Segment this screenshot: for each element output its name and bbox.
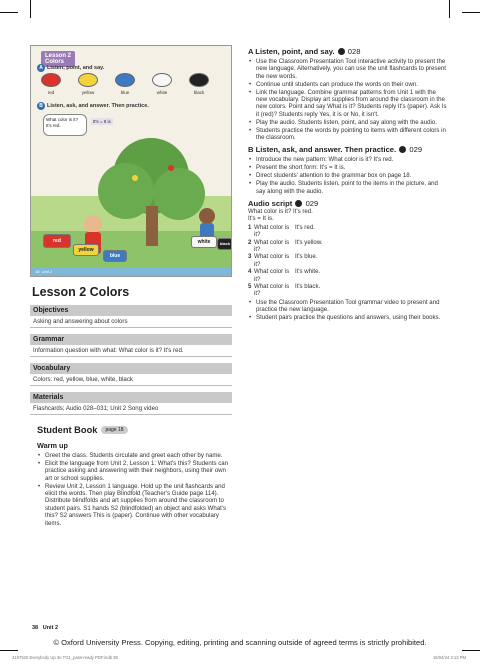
thumb-section-a: A Listen, point, and say. [37, 64, 104, 72]
palette-label: blue [120, 90, 130, 95]
script-line: 2 What color is it? It's yellow. [248, 238, 323, 254]
crop-mark [30, 0, 31, 18]
speech-bubble: What color is it? It's red. [43, 114, 87, 136]
palette-swatch [41, 73, 61, 87]
objectives-text: Asking and answering about colors [30, 316, 232, 328]
print-date: 15/04/24 3:13 PM [432, 655, 466, 660]
script-line: 5 What color is it? It's black. [248, 283, 321, 298]
page-badge: page 18 [101, 426, 127, 434]
paint-jar: yellow [73, 244, 99, 256]
script-line: 4 What color is it? It's white. [248, 268, 321, 283]
paint-jar: red [43, 234, 71, 248]
palette-label: red [47, 90, 55, 95]
objectives-heading: Objectives [30, 305, 232, 316]
grammar-text: Information question with what: What color is it? It's red. [30, 345, 232, 357]
audio-cd-icon [295, 200, 302, 207]
thumb-lesson-label: Lesson 2 Colors [41, 51, 75, 67]
palette-label: black [193, 90, 205, 95]
paint-jar: blue [103, 250, 127, 262]
script-line: 3 What color is it? It's blue. [248, 253, 318, 268]
palette-swatch [189, 73, 209, 87]
lesson-title: Lesson 2 Colors [32, 285, 130, 299]
objectives-box [30, 305, 232, 328]
crop-mark [449, 0, 450, 18]
print-slug: 4197520 Everybody Up 3e TG1_pass-ready PDF.indb 38 [12, 655, 118, 660]
paint-jar: white [191, 236, 217, 248]
page-number: 38 Unit 2 [32, 625, 58, 631]
grammar-heading: Grammar [30, 334, 232, 345]
student-book-thumbnail [30, 45, 232, 277]
crop-mark [0, 12, 18, 13]
list-item: • Use the Classroom Presentation Tool grammar video to present and practice the new language. [248, 299, 448, 314]
vocabulary-heading: Vocabulary [30, 363, 232, 374]
warm-up-section [37, 441, 232, 528]
list-item: • Review Unit 2, Lesson 1 language. Hold up the unit flashcards and elicit the words. Then play Blindfold (Teacher's Guide page 114). Distribute blindfolds and art supplies from around the classroom to student pairs. S1 hands S2 (blindfolded) an object and asks What's this? S2 answers This is (paper). Continue with other vocabulary items. [37, 483, 232, 527]
script-line: 1 What color is it? It's red. [248, 223, 315, 239]
script-intro: It's = It is. [248, 215, 274, 223]
list-item: • Greet the class. Students circulate and greet each other by name. [37, 452, 232, 459]
list-item: • Student pairs practice the questions and answers, using their books. [248, 314, 448, 321]
script-followup-list [248, 299, 448, 322]
palette-label: yellow [81, 90, 95, 95]
materials-heading: Materials [30, 392, 232, 403]
thumb-section-b: B Listen, ask, and answer. Then practice. [37, 102, 149, 110]
materials-box [30, 392, 232, 415]
list-item: • Play the audio. Students listen, point to the items in the picture, and say along with the audio. [248, 180, 448, 195]
section-b-heading: B Listen, ask, and answer. Then practice. 029 [248, 145, 423, 155]
section-b-list [248, 156, 448, 195]
paint-jar: black [217, 238, 232, 250]
vocabulary-text: Colors: red, yellow, blue, white, black [30, 374, 232, 386]
list-item: • Elicit the language from Unit 2, Lesson 1: What's this? Students can practice asking and answering with their neighbors, using their own art or school supplies. [37, 460, 232, 482]
script-intro: What color is it? It's red. [248, 208, 313, 215]
list-item: • Play the audio. Students listen, point, and say along with the audio. [248, 119, 448, 126]
audio-script-heading: Audio script 029 [248, 199, 319, 208]
copyright-notice: © Oxford University Press. Copying, editing, printing and scanning outside of agreed terms is strictly prohibited. [53, 638, 427, 647]
thumb-footer: 18 Unit 2 [31, 268, 232, 276]
right-column [248, 47, 448, 322]
section-a-list [248, 58, 448, 141]
palette-swatch [152, 73, 172, 87]
section-a-heading: A Listen, point, and say. 028 [248, 47, 361, 56]
audio-cd-icon [399, 146, 406, 153]
audio-cd-icon [338, 48, 345, 55]
list-item: • Direct students' attention to the grammar box on page 18. [248, 172, 448, 179]
palette-swatch [115, 73, 135, 87]
crop-mark [462, 650, 480, 651]
list-item: • Students practice the words by pointing to items with different colors in the classroom. [248, 127, 448, 142]
crop-mark [0, 650, 18, 651]
list-item: • Introduce the new pattern: What color is it? It's red. [248, 156, 448, 163]
materials-text: Flashcards; Audio 028–031; Unit 2 Song video [30, 403, 232, 415]
grammar-box [30, 334, 232, 357]
crop-mark [462, 12, 480, 13]
list-item: • Link the language. Combine grammar patterns from Unit 1 with the new vocabulary. Display art supplies from around the classroom in the new colors. Point and say What is it? Students reply It's (paper). Ask Is it (red)? Students reply Yes, it is or No, it isn't. [248, 89, 448, 119]
audio-script [248, 224, 448, 298]
list-item: • Continue until students can produce the words on their own. [248, 81, 448, 88]
list-item: • Present the short form: It's = It is. [248, 164, 448, 171]
warm-up-heading: Warm up [37, 441, 68, 450]
vocabulary-box [30, 363, 232, 386]
palette-label: white [156, 90, 168, 95]
grammar-chip: It's = It is [93, 119, 111, 124]
student-book-heading: Student Book page 18 [37, 425, 128, 435]
list-item: • Use the Classroom Presentation Tool interactive activity to present the new language. Alternatively, you can use the unit flashcards to present the new words. [248, 58, 448, 80]
palette-swatch [78, 73, 98, 87]
